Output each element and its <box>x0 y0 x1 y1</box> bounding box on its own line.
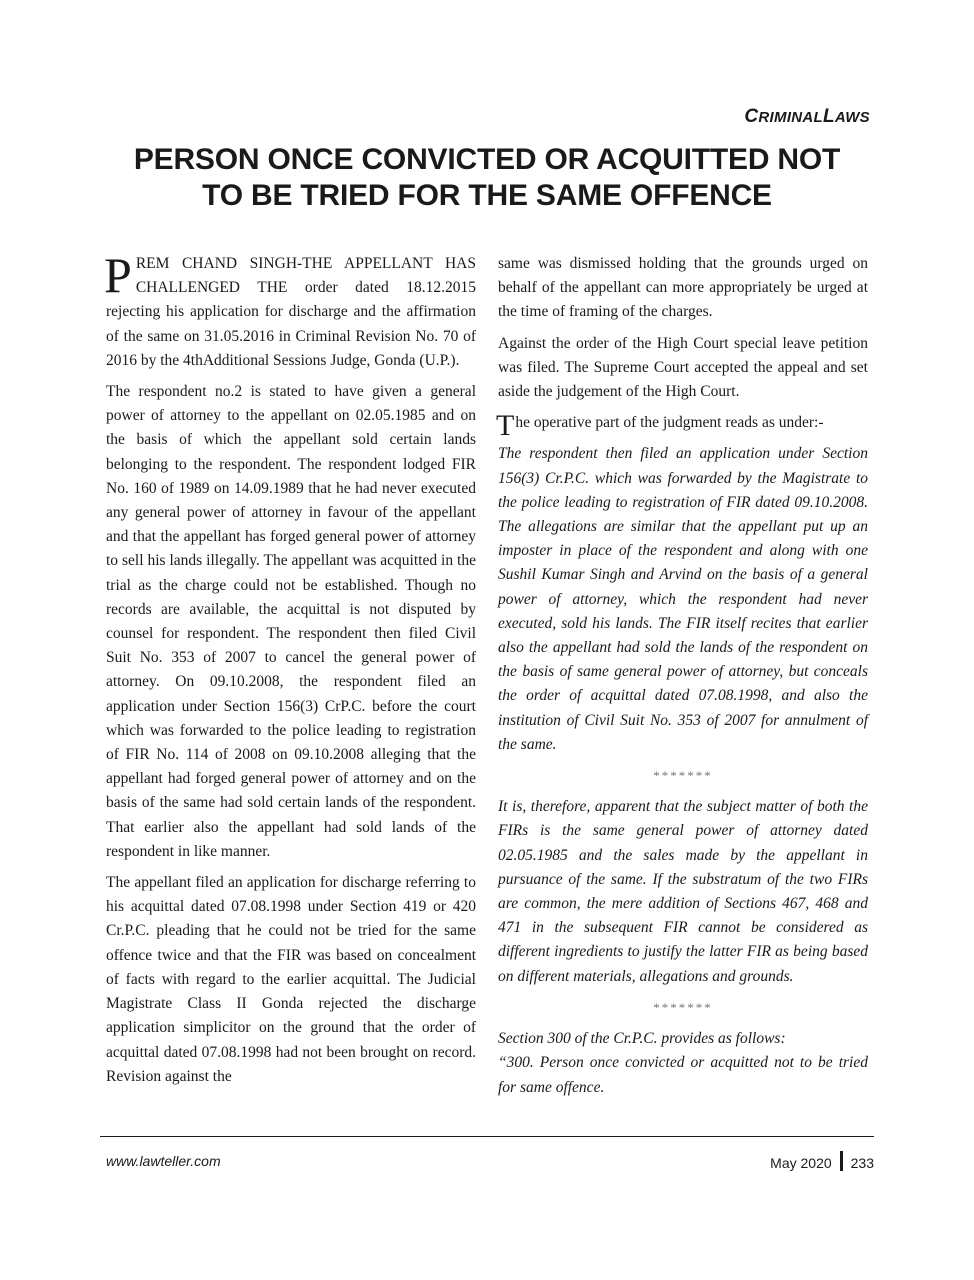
paragraph-intro <box>104 247 476 373</box>
page-number: 233 <box>850 1155 874 1171</box>
paragraph-intro-text: REM CHAND SINGH-THE APPELLANT HAS CHALLENGED THE order dated 18.12.2015 rejecting his application for discharge and the affirmation of the same on 31.05.2016 in Criminal Revision No. 70 of 2016 by the 4thAdditional Sessions Judge, Gonda (U.P.). <box>106 255 476 369</box>
paragraph-facts: The respondent no.2 is stated to have given a general power of attorney to the appellant on 02.05.1985 and on the basis of which the appellant sold certain lands belonging to the respondent. The respondent lodged FIR No. 160 of 1989 on 14.09.1989 that he had never executed any general power of attorney in favour of the appellant and that the appellant has forged general power of attorney to sell his lands illegally. The appellant was acquitted in the trial as the charge could not be established. Though no records are available, the acquittal is not disputed by counsel for respondent. The respondent then filed Civil Suit No. 353 of 2007 to cancel the general power of attorney. On 09.10.2008, the respondent filed an application under Section 156(3) CrP.C. before the court which was forwarded to the police leading to registration of FIR No. 114 of 2008 on 09.10.2008 alleging that the appellant had forged general power of attorney and on the basis of the same had sold certain lands of the respondent. That earlier also the appellant had sold lands of the respondent in like manner. <box>106 383 476 860</box>
drop-cap: T <box>496 409 515 443</box>
website-link[interactable]: www.lawteller.com <box>106 1153 221 1169</box>
right-column <box>498 252 868 1107</box>
section-label <box>744 106 870 128</box>
issue-date: May 2020 <box>770 1155 832 1171</box>
left-column <box>104 247 476 1096</box>
section-label-rest2: AWS <box>834 109 870 126</box>
quote-paragraph: The respondent then filed an application under Section 156(3) Cr.P.C. which was forwarded by the Magistrate to the police leading to registration of FIR dated 09.10.2008. The allegations are similar that the appellant put up an imposter in place of the respondent and along with one Sushil Kumar Singh and Arvind on the basis of a general power of attorney, which the respondent had never executed, sold his lands. The FIR itself recites that earlier also the appellant had sold the lands of the respondent on the basis of same general power of attorney, but conceals the order of acquittal dated 07.08.1998, and also the institution of Civil Suit No. 353 of 2007 for annulment of the same. <box>498 445 868 753</box>
article-title <box>100 142 874 214</box>
quote-paragraph: “300. Person once convicted or acquitted not to be tried for same offence. <box>498 1054 868 1096</box>
quote-paragraph: Section 300 of the Cr.P.C. provides as follows: <box>498 1030 786 1048</box>
separator-stars: ******* <box>653 768 713 784</box>
section-label-c: C <box>744 106 759 127</box>
article-title-line2: TO BE TRIED FOR THE SAME OFFENCE <box>202 179 772 212</box>
paragraph-operative <box>496 409 868 443</box>
footer-issue-info <box>770 1153 874 1173</box>
section-label-l: L <box>823 106 835 127</box>
paragraph-slp: Against the order of the High Court special leave petition was filed. The Supreme Court accepted the appeal and set aside the judgement of the High Court. <box>498 334 868 401</box>
paragraph-operative-text: he operative part of the judgment reads as under:- <box>515 414 824 432</box>
separator-stars: ******* <box>653 999 713 1015</box>
section-label-rest1: RIMINAL <box>758 109 824 126</box>
article-title-line1: PERSON ONCE CONVICTED OR ACQUITTED NOT <box>133 143 841 176</box>
footer-separator <box>840 1151 843 1171</box>
paragraph-revision: same was dismissed holding that the grounds urged on behalf of the appellant can more appropriately be urged at the time of framing of the charges. <box>498 255 868 321</box>
footer-divider <box>100 1136 874 1137</box>
paragraph-discharge: The appellant filed an application for discharge referring to his acquittal dated 07.08.1998 under Section 419 or 420 Cr.P.C. pleading that he could not be tried for the same offence twice and that the FIR was based on concealment of facts with regard to the earlier acquittal. The Judicial Magistrate Class II Gonda rejected the discharge application simplicitor on the ground that the order of acquittal dated 07.08.1998 had not been brought on record. Revision against the <box>106 874 476 1085</box>
drop-cap: P <box>104 247 132 303</box>
quote-paragraph: It is, therefore, apparent that the subject matter of both the FIRs is the same general power of attorney dated 02.05.1985 and the sales made by the appellant in pursuance of the same. If the substratum of the two FIRs are common, the mere addition of Sections 467, 468 and 471 in the subsequent FIR cannot be considered as different ingredients to justify the latter FIR as being based on different materials, allegations and grounds. <box>498 798 868 985</box>
